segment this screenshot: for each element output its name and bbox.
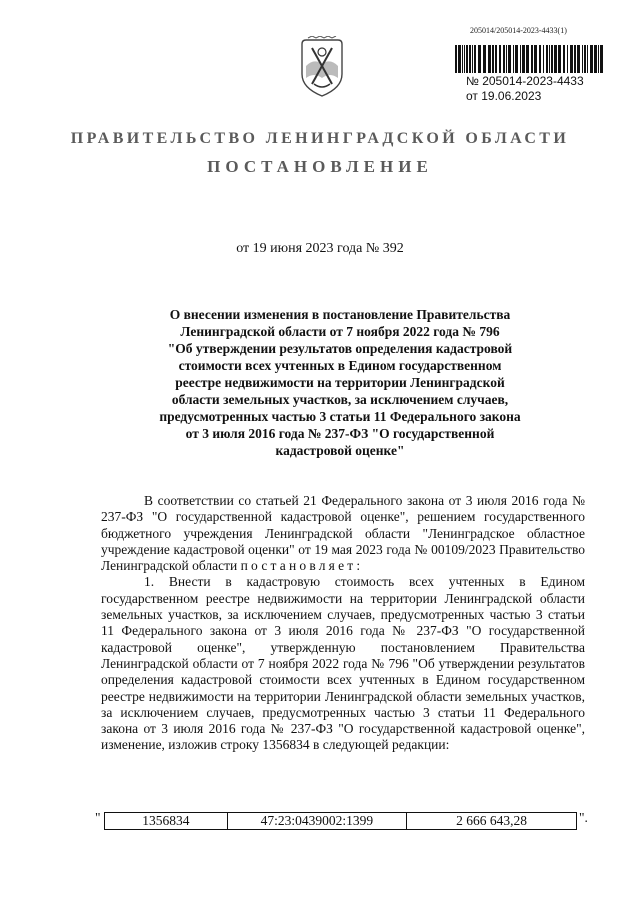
barcode bbox=[455, 45, 605, 73]
registration-stamp bbox=[466, 74, 584, 104]
title-line: предусмотренных частью 3 статьи 11 Федерального закона bbox=[159, 409, 521, 424]
row-number-cell: 1356834 bbox=[105, 813, 228, 830]
cadastral-value-cell: 2 666 643,28 bbox=[407, 813, 577, 830]
document-date: от 19 июня 2023 года № 392 bbox=[236, 241, 404, 256]
title-line: стоимости всех учтенных в Едином государственном bbox=[178, 358, 502, 373]
item-1-paragraph: 1. Внести в кадастровую стоимость всех учтенных в Едином государственном реестре недвижимости на территории Ленинградской области земельных участков, за исключением случаев, предусмотренных частью 3 статьи 11 Федерального закона от 3 июля 2016 года № 237-ФЗ "О государственной кадастровой оценке", утвержденную постановлением Правительства Ленинградской области от 7 ноября 2022 года № 796 "Об утверждении результатов определения кадастровой стоимости всех учтенных в Едином государственном реестре недвижимости на территории Ленинградской области земельных участков, за исключением случаев, предусмотренных частью 3 статьи 11 Федерального закона от 3 июля 2016 года № 237-ФЗ "О государственной кадастровой оценке", изменение, изложив строку 1356834 в следующей редакции: bbox=[101, 574, 585, 753]
document-code: 205014/205014-2023-4433(1) bbox=[470, 26, 567, 35]
preamble-paragraph bbox=[101, 493, 585, 574]
authority-heading: ПРАВИТЕЛЬСТВО ЛЕНИНГРАДСКОЙ ОБЛАСТИ bbox=[70, 130, 570, 147]
title-line: области земельных участков, за исключением случаев, bbox=[171, 392, 509, 407]
registration-date: от 19.06.2023 bbox=[466, 89, 542, 103]
table-close-quote: ". bbox=[579, 810, 588, 825]
document-title bbox=[140, 306, 540, 459]
title-line: кадастровой оценке" bbox=[275, 443, 405, 458]
table-open-quote: " bbox=[95, 810, 101, 825]
title-line: реестре недвижимости на территории Ленинградской bbox=[175, 375, 505, 390]
decrees-word: постановляет: bbox=[240, 558, 364, 574]
title-line: от 3 июля 2016 года № 237-ФЗ "О государственной bbox=[185, 426, 495, 441]
document-type-heading: ПОСТАНОВЛЕНИЕ bbox=[207, 157, 433, 176]
preamble-text: В соответствии со статьей 21 Федерального закона от 3 июля 2016 года № 237-ФЗ "О государственной кадастровой оценке", решением государственного бюджетного учреждения Ленинградской области "Ленинградское областное учреждение кадастровой оценки" от 19 мая 2023 года № 00109/2023 Правительство Ленинградской области bbox=[101, 493, 585, 574]
table-row bbox=[105, 813, 577, 830]
registration-number: № 205014-2023-4433 bbox=[466, 74, 584, 88]
document-body bbox=[101, 493, 585, 754]
coat-of-arms-emblem bbox=[298, 36, 346, 98]
title-line: О внесении изменения в постановление Правительства bbox=[169, 307, 511, 322]
title-line: Ленинградской области от 7 ноября 2022 года № 796 bbox=[180, 324, 500, 339]
title-line: "Об утверждении результатов определения кадастровой bbox=[167, 341, 513, 356]
cadastral-number-cell: 47:23:0439002:1399 bbox=[227, 813, 406, 830]
amendment-table bbox=[104, 812, 577, 830]
